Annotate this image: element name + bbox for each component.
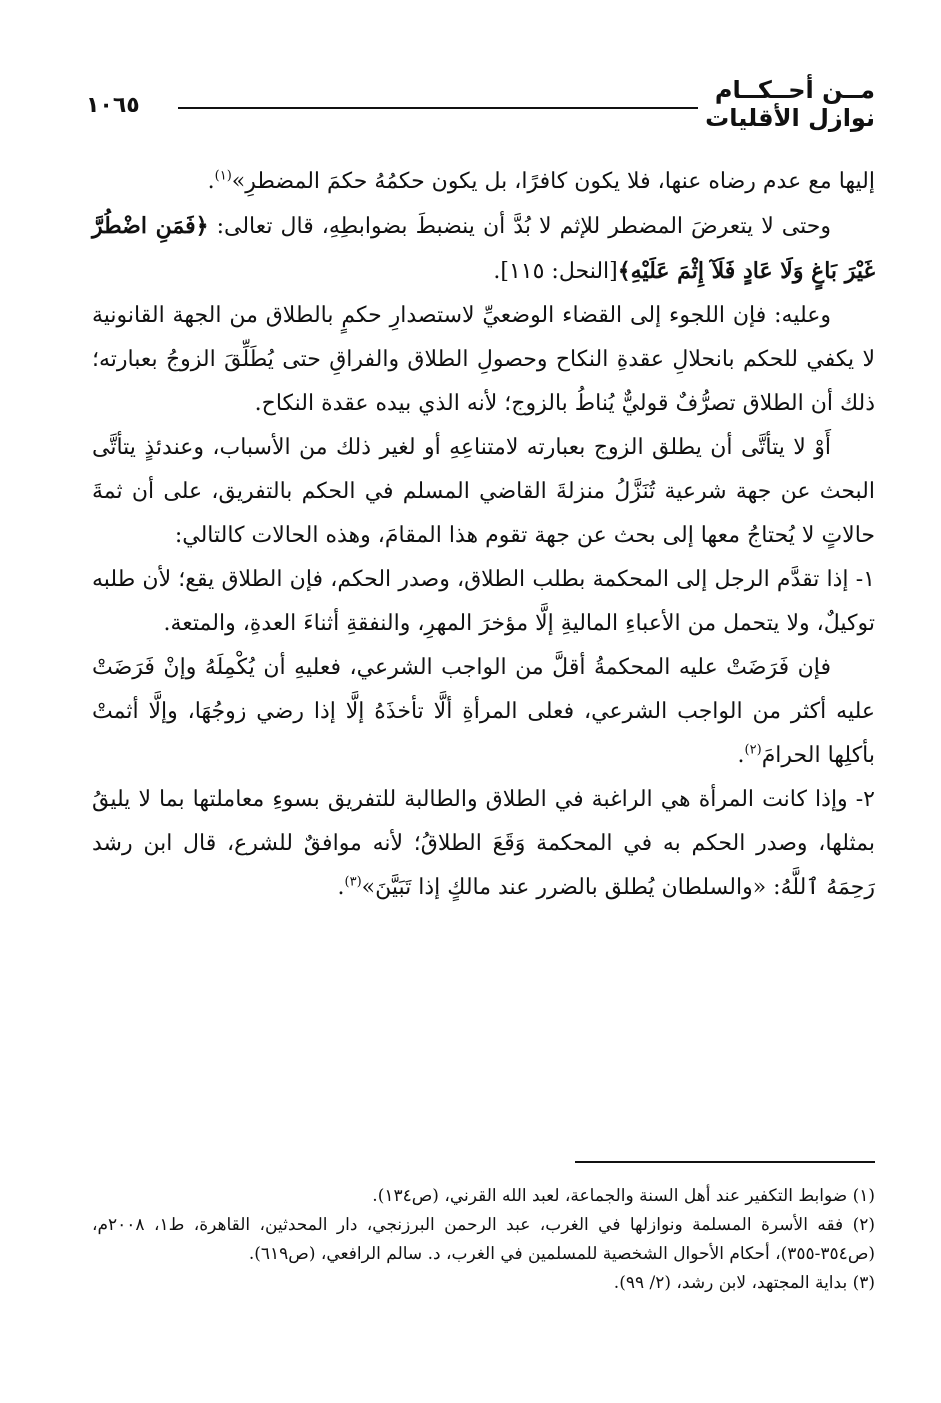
paragraph-4: أَوْ لا يتأتَّى أن يطلق الزوج بعبارته لامتناعِهِ أو لغير ذلك من الأسباب، وعندئذٍ يتأتَّى البحث عن جهة شرعية تُنَزَّلُ منزلةَ القاضي المسلم في الحكم بالتفريق، على أن ثمةَ حالاتٍ لا يُحتاجُ معها إلى بحث عن جهة تقوم هذا المقامَ، وهذه الحالات كالتالي: [92, 435, 875, 548]
paragraph-1-end: . [207, 169, 215, 194]
paragraph-6 [92, 646, 875, 778]
footnotes [92, 1182, 875, 1298]
page-number: ١٠٦٥ [86, 93, 140, 118]
header-title-line1: مــن أحــكــام [714, 76, 875, 104]
quran-verse: ﴿فَمَنِ اضْطُرَّ غَيْرَ بَاغٍ وَلَا عَادٍ فَلَآ إِثْمَ عَلَيْهِ﴾ [92, 213, 875, 284]
quran-citation: [النحل: ١١٥]. [493, 259, 618, 284]
paragraph-7-end: . [337, 875, 345, 900]
paragraph-6-end: . [737, 743, 745, 768]
paragraph-6-text: فإن فَرَضَتْ عليه المحكمةُ أقلَّ من الواجب الشرعي، فعليهِ أن يُكْمِلَهُ وإنْ فَرَضَتْ عليه أكثر من الواجب الشرعي، فعلى المرأةِ ألَّا تأخذَهُ إلَّا إذا رضي زوجُهَا، وإلَّا أثمتْ بأكلِها الحرامَ [92, 655, 875, 768]
running-header-title [675, 76, 875, 132]
footnote-1: (١) ضوابط التكفير عند أهل السنة والجماعة، لعبد الله القرني، (ص١٣٤). [372, 1186, 875, 1206]
paragraph-7 [92, 778, 875, 910]
footnote-3: (٣) بداية المجتهد، لابن رشد، (٢/ ٩٩). [613, 1273, 875, 1293]
paragraph-1 [92, 160, 875, 204]
paragraph-2 [92, 204, 875, 294]
footnote-ref-1: (١) [214, 168, 232, 184]
paragraph-2-text: وحتى لا يتعرضَ المضطر للإثم لا بُدَّ أن ينضبطَ بضوابطِهِ، قال تعالى: [208, 214, 831, 239]
footnote-separator [575, 1161, 875, 1163]
paragraph-3: وعليه: فإن اللجوء إلى القضاء الوضعيِّ لاستصدارِ حكمٍ بالطلاق من الجهة القانونية لا يكفي للحكم بانحلالِ عقدةِ النكاح وحصولِ الطلاق والفراقِ حتى يُطَلِّقَ الزوجُ بعبارته؛ ذلك أن الطلاق تصرُّفٌ قوليٌّ يُناطُ بالزوج؛ لأنه الذي بيده عقدة النكاح. [92, 303, 875, 416]
paragraph-1-text: إليها مع عدم رضاه عنها، فلا يكون كافرًا، بل يكون حكمُهُ حكمَ المضطرِ» [231, 169, 875, 194]
footnote-ref-3: (٣) [344, 874, 362, 890]
footnote-2: (٢) فقه الأسرة المسلمة ونوازلها في الغرب، عبد الرحمن البرزنجي، دار المحدثين، القاهرة، ط١، ٢٠٠٨م، (ص٣٥٤-٣٥٥)، أحكام الأحوال الشخصية للمسلمين في الغرب، د. سالم الرافعي، (ص٦١٩). [92, 1215, 876, 1264]
main-text [92, 160, 875, 910]
paragraph-5: ١- إذا تقدَّم الرجل إلى المحكمة بطلب الطلاق، وصدر الحكم، فإن الطلاق يقع؛ لأن طلبه توكيلٌ، ولا يتحمل من الأعباءِ الماليةِ إلَّا مؤخرَ المهرِ، والنفقةِ أثناءَ العدةِ، والمتعة. [92, 567, 875, 636]
header-title-line2: نوازل الأقليات [705, 104, 875, 132]
paragraph-7-text: ٢- وإذا كانت المرأة هي الراغبة في الطلاق والطالبة للتفريق بسوءِ معاملتها بما لا يليقُ بمثلها، وصدر الحكم به في المحكمة وَقَعَ الطلاقُ؛ لأنه موافقٌ للشرع، قال ابن رشد رَحِمَهُ ٱللَّهُ: «والسلطان يُطلق بالضرر عند مالكٍ إذا تَبَيَّنَ» [92, 787, 875, 900]
header-rule [178, 107, 698, 109]
footnote-ref-2: (٢) [744, 742, 762, 758]
